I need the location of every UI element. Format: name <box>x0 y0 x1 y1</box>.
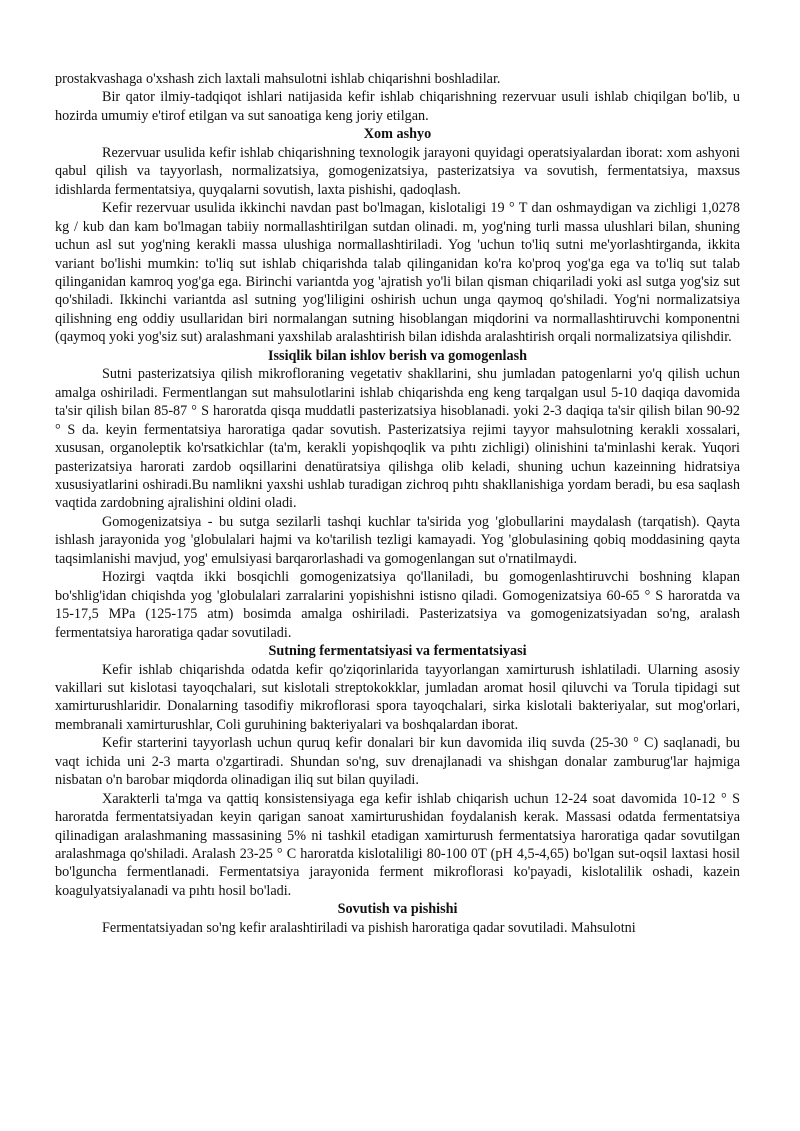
paragraph: Kefir starterini tayyorlash uchun quruq kefir donalari bir kun davomida iliq suvda (25-30 ° C) saqlanadi, bu vaqt ichida uni 2-3 marta o'zgartiradi. Shundan so'ng, suv drenajlanadi va shishgan donalar zamburug'lar hajmiga nisbatan o'n barobar miqdorda olinadigan iliq sut bilan quyiladi. <box>55 735 740 789</box>
section-heading: Xom ashyo <box>363 126 432 143</box>
paragraph: prostakvashaga o'xshash zich laxtali mahsulotni ishlab chiqarishni boshladilar. <box>55 71 501 87</box>
section-heading: Issiqlik bilan ishlov berish va gomogenlash <box>268 347 527 364</box>
paragraph: Hozirgi vaqtda ikki bosqichli gomogenizatsiya qo'llaniladi, bu gomogenlashtiruvchi boshning klapan bo'shlig'idan chiqishda yog 'globulalari zarralarini yopishishni istisno qiladi. Gomogenizatsiya 60-65 ° S haroratda va 15-17,5 MPa (125-175 atm) bosimda amalga oshiriladi. Pasterizatsiya va gomogenizatsiyadan so'ng, aralash fermentatsiya haroratiga qadar sovutiladi. <box>55 569 740 641</box>
section-heading: Sutning fermentatsiyasi va fermentatsiyasi <box>268 643 527 660</box>
document-page <box>55 70 740 937</box>
paragraph: Xarakterli ta'mga va qattiq konsistensiyaga ega kefir ishlab chiqarish uchun 12-24 soat davomida 10-12 ° S haroratda fermentatsiyadan keyin qarigan sanoat xamirturushidan foydalanish kerak. Massasi odatda fermentatsiya qilinadigan aralashmaning massasining 5% ni tashkil etadigan xamirturush fermentatsiya haroratiga qadar sovutilgan aralashmaga qo'shiladi. Aralash 23-25 ° C haroratda kislotaliligi 80-100 0T (pH 4,5-4,65) bo'lgan sut-oqsil laxtasi hosil bo'lguncha fermentlanadi. Fermentatsiya jarayonida ferment mikroflorasi ko'payadi, kislotalilik oshadi, kazein koagulyatsiyalanadi va pıhtı hosil bo'ladi. <box>55 790 740 899</box>
paragraph: Kefir ishlab chiqarishda odatda kefir qo'ziqorinlarida tayyorlangan xamirturush ishlatiladi. Ularning asosiy vakillari sut kislotasi tayoqchalari, sut kislotali streptokokklar, jumladan aromat hosil qiluvchi va Torula tipidagi sut xamirturushlaridir. Donalarning tasodifiy mikroflorasi spora tayoqchalari, sirka kislotali bakteriyalar, sut mog'orlari, membranali xamirturushlar, Coli guruhining bakteriyalari va boshqalardan iborat. <box>55 661 740 733</box>
section-heading: Sovutish va pishishi <box>337 901 458 918</box>
paragraph: Sutni pasterizatsiya qilish mikrofloraning vegetativ shakllarini, shu jumladan patogenlarni yo'q qilish uchun amalga oshiriladi. Fermentlangan sut mahsulotlarini ishlab chiqarishda eng keng tarqalgan usul 5-10 daqiqa davomida ta'sir qilish bilan 85-87 ° S haroratda qisqa muddatli pasterizatsiya hisoblanadi. yoki 2-3 daqiqa ta'sir qilish bilan 90-92 ° S da. keyin fermentatsiya haroratiga qadar sovutish. Pasterizatsiya rejimi tayyor mahsulotning kerakli xossalari, xususan, organoleptik ko'rsatkichlar (ta'm, kerakli yopishqoqlik va pıhtı zichligi) olinishini ta'minlashi kerak. Yuqori pasterizatsiya harorati zardob oqsillarini denatüratsiya qilishga olib keladi, shuning uchun kazeinning hidratsiya xususiyatlarini oshiradi.Bu namlikni yaxshi ushlab turadigan zichroq pıhtı shakllanishiga yordam beradi, bu esa saqlash vaqtida zardobning ajralishini oldini oladi. <box>55 366 740 512</box>
paragraph: Gomogenizatsiya - bu sutga sezilarli tashqi kuchlar ta'sirida yog 'globullarini maydalash (tarqatish). Qayta ishlash jarayonida yog 'globulalari hajmi va ko'tarilish tezligi kamayadi. Yog 'globulasining qobiq moddasining qayta taqsimlanishi mavjud, yog' emulsiyasi barqarorlashadi va gomogenlangan sut o'rnatilmaydi. <box>55 513 740 567</box>
paragraph: Fermentatsiyadan so'ng kefir aralashtiriladi va pishish haroratiga qadar sovutiladi. Mahsulotni <box>102 919 636 936</box>
paragraph: Rezervuar usulida kefir ishlab chiqarishning texnologik jarayoni quyidagi operatsiyalardan iborat: xom ashyoni qabul qilish va tayyorlash, normalizatsiya, gomogenizatsiya, pasterizatsiya va sovutish, fermentatsiya, maxsus idishlarda fermentatsiya, quyqalarni sovutish, laxta pishishi, qadoqlash. <box>55 144 740 198</box>
paragraph: Kefir rezervuar usulida ikkinchi navdan past bo'lmagan, kislotaligi 19 ° T dan oshmaydigan va zichligi 1,0278 kg / kub dan kam bo'lmagan tabiiy normallashtirilgan sutdan olinadi. m, yog'ning turli massa ulushlari bilan, shuning uchun asl sut yog'ning kerakli massa ulushiga normallashtiriladi. Yog 'uchun to'liq sutni me'yorlashtirganda, ikkita variant bo'lishi mumkin: to'liq sut ishlab chiqarishda talab qilinganidan ko'ra ko'proq yog'ga ega va to'liq sut talab qilinganidan kamroq yog'ga ega. Birinchi variantda yog 'ajratish yo'li bilan qisman chiqariladi yoki asl sutga yog'siz sut qo'shiladi. Ikkinchi variantda asl sutning yog'liligini oshirish uchun unga qaymoq qo'shiladi. Yog'ni normalizatsiya qilishning eng oddiy usullaridan biri normalangan sutning hisoblangan miqdorini va normallashtiruvchi komponentni (qaymoq yoki yog'siz sut) aralashmani yaxshilab aralashtirish bilan idishda aralashtirish orqali normalizatsiya qilishdir. <box>55 200 740 346</box>
paragraph: Bir qator ilmiy-tadqiqot ishlari natijasida kefir ishlab chiqarishning rezervuar usuli ishlab chiqilgan bo'lib, u hozirda umumiy e'tirof etilgan va sut sanoatiga keng joriy etilgan. <box>55 89 740 124</box>
